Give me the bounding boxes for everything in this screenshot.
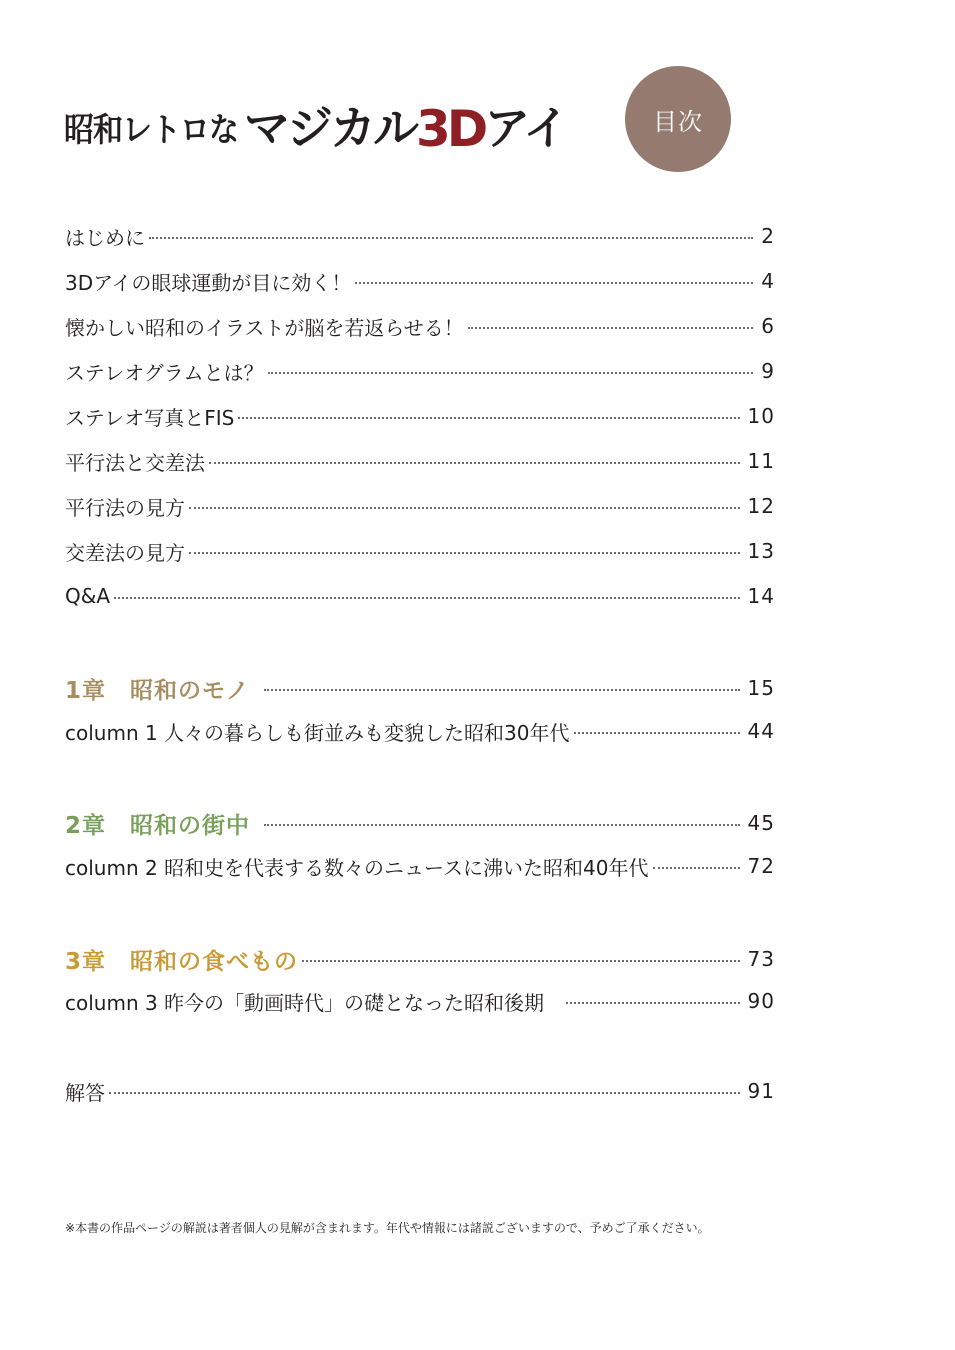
toc-entry-parallel-howto[interactable] [65, 491, 775, 521]
toc-entry-page: 11 [747, 449, 775, 473]
toc-entry-title: ステレオグラムとは？ [65, 360, 264, 385]
contents-badge: 目次 [625, 66, 731, 172]
toc-entry-title: 平行法と交差法 [65, 450, 205, 475]
toc-entry-intro[interactable] [65, 221, 775, 251]
toc-entry-title: column 1 人々の暮らしも街並みも変貌した昭和30年代 [65, 720, 570, 745]
toc-leader [264, 689, 740, 691]
toc-entry-nostalgic-illustrations[interactable] [65, 311, 775, 341]
toc-entry-page: 6 [761, 314, 775, 338]
toc-leader [355, 282, 753, 284]
toc-entry-title: 3Dアイの眼球運動が目に効く！ [65, 270, 352, 295]
book-title-prefix: 昭和レトロな [64, 111, 238, 150]
toc-entry-page: 9 [761, 359, 775, 383]
toc-entry-page: 15 [747, 676, 775, 700]
toc-entry-title: Q&A [65, 584, 111, 608]
toc-leader [268, 372, 754, 374]
toc-chapter-title: 1章 昭和のモノ [65, 677, 250, 704]
toc-entry-title: 交差法の見方 [65, 540, 185, 565]
toc-entry-page: 45 [747, 811, 775, 835]
toc-entry-page: 90 [747, 989, 775, 1013]
toc-entry-title: ステレオ写真とFIS [65, 405, 235, 430]
toc-column-3[interactable] [65, 986, 775, 1016]
toc-entry-title: 解答 [65, 1080, 105, 1105]
toc-leader [566, 1002, 739, 1004]
toc-chapter-title: 2章 昭和の街中 [65, 812, 251, 839]
footnote: ※本書の作品ページの解説は著者個人の見解が含まれます。年代や情報には諸説ございますので、予めご了承ください。 [65, 1221, 710, 1235]
toc-leader [114, 597, 740, 599]
toc-entry-page: 12 [747, 494, 775, 518]
toc-leader [109, 1092, 740, 1094]
toc-leader [238, 417, 739, 419]
toc-leader [653, 867, 740, 869]
toc-entry-title: 平行法の見方 [65, 495, 185, 520]
toc-entry-cross-howto[interactable] [65, 536, 775, 566]
toc-entry-eye-exercise[interactable] [65, 266, 775, 296]
toc-chapter-2[interactable] [65, 808, 775, 838]
toc-entry-page: 4 [761, 269, 775, 293]
toc-entry-page: 91 [747, 1079, 775, 1103]
book-title-main [244, 92, 566, 162]
toc-entry-title: column 2 昭和史を代表する数々のニュースに沸いた昭和40年代 [65, 855, 649, 880]
book-title-accent: 3D [416, 100, 485, 158]
toc-column-2[interactable] [65, 851, 775, 881]
book-title [64, 92, 624, 162]
toc-chapter-3[interactable] [65, 944, 775, 974]
toc-leader [574, 732, 740, 734]
toc-entry-qa[interactable] [65, 581, 775, 611]
toc-entry-page: 72 [747, 854, 775, 878]
toc-entry-parallel-cross[interactable] [65, 446, 775, 476]
toc-leader [189, 552, 740, 554]
toc-entry-title: 懐かしい昭和のイラストが脳を若返らせる！ [65, 315, 464, 340]
toc-entry-page: 73 [747, 947, 775, 971]
toc-entry-page: 13 [747, 539, 775, 563]
toc-entry-stereogram[interactable] [65, 356, 775, 386]
toc-entry-title: はじめに [65, 225, 145, 250]
toc-leader [264, 824, 740, 826]
toc-leader [468, 327, 753, 329]
toc-leader [149, 237, 753, 239]
toc-entry-answers[interactable] [65, 1076, 775, 1106]
toc-leader [189, 507, 740, 509]
book-title-main-text: マジカル [244, 101, 416, 155]
toc-entry-page: 2 [761, 224, 775, 248]
toc-column-1[interactable] [65, 716, 775, 746]
book-title-suffix: アイ [484, 101, 567, 155]
toc-entry-page: 10 [747, 404, 775, 428]
toc-chapter-1[interactable] [65, 673, 775, 703]
toc-leader [302, 960, 740, 962]
toc-chapter-title: 3章 昭和の食べもの [65, 948, 299, 975]
toc-entry-stereo-photo[interactable] [65, 401, 775, 431]
toc-leader [209, 462, 740, 464]
toc-entry-page: 14 [747, 584, 775, 608]
toc-entry-title: column 3 昨今の「動画時代」の礎となった昭和後期 [65, 990, 545, 1015]
toc-entry-page: 44 [747, 719, 775, 743]
